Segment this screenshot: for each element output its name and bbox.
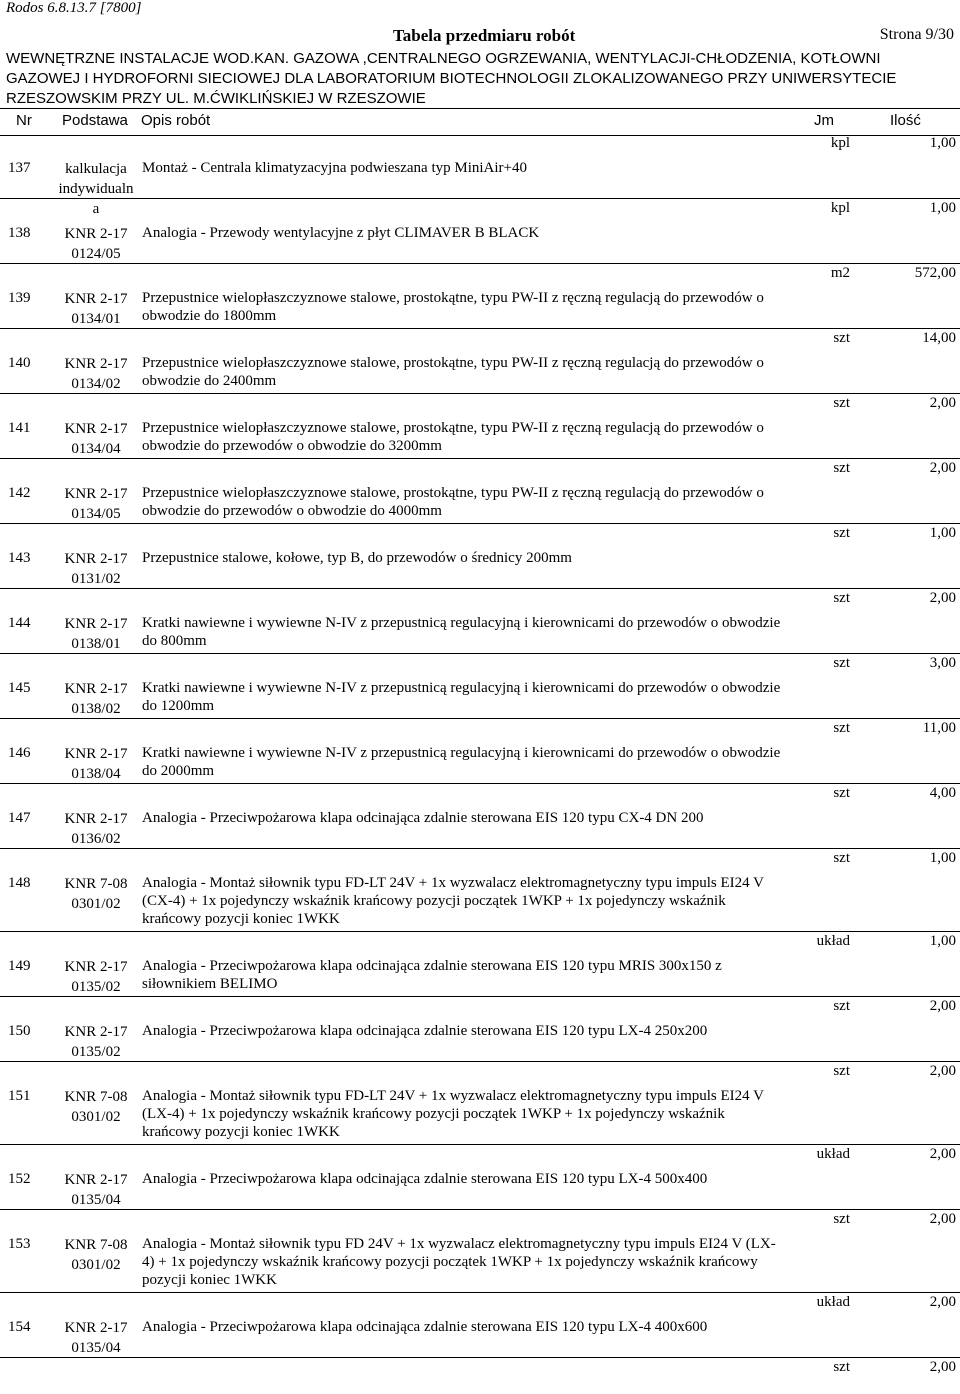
header-opis: Opis robót: [141, 112, 211, 129]
row-code: [50, 1318, 142, 1358]
row-quantity: [0, 849, 960, 869]
table-row: [0, 544, 960, 609]
row-description: Kratki nawiewne i wywiewne N-IV z przepustnicą regulacyjną i kierownicami do przewodów o obwodzie do 1200mm: [142, 680, 781, 714]
row-unit: szt: [833, 998, 850, 1014]
row-code-line: 0134/02: [71, 376, 121, 392]
row-number: 145: [8, 680, 31, 696]
row-number: 139: [8, 290, 31, 306]
row-code-line: KNR 7-08: [64, 876, 128, 892]
row-code: [50, 1170, 142, 1210]
table-row: [0, 1165, 960, 1230]
row-number: 149: [8, 958, 31, 974]
row-quantity: [0, 329, 960, 349]
table-row: [0, 804, 960, 869]
row-code-line: KNR 2-17: [64, 811, 128, 827]
row-code: [50, 289, 142, 329]
row-amount: 2,00: [929, 998, 956, 1014]
table-row: [0, 1082, 960, 1165]
row-quantity: [0, 932, 960, 952]
row-unit: szt: [833, 720, 850, 736]
row-unit: szt: [833, 590, 850, 606]
row-amount: 11,00: [922, 720, 956, 736]
row-number: 143: [8, 550, 31, 566]
row-code-line: KNR 2-17: [64, 959, 128, 975]
row-unit: szt: [833, 395, 850, 411]
row-description: Analogia - Montaż siłownik typu FD-LT 24V + 1x wyzwalacz elektromagnetyczny typu impuls EI24 V (CX-4) + 1x pojedynczy wskaźnik krańcowy pozycji początek 1WKP + 1x pojedynczy wskaźnik krańcowy pozycji koniec 1WKK: [142, 875, 764, 927]
row-code-line: KNR 2-17: [64, 486, 128, 502]
table-row: [0, 1230, 960, 1313]
row-code: [50, 549, 142, 589]
table-row: [0, 674, 960, 739]
row-code-line: KNR 2-17: [64, 1024, 128, 1040]
header-jm: Jm: [814, 112, 834, 129]
row-amount: 2,00: [929, 1359, 956, 1375]
row-code: [50, 874, 142, 914]
row-code-line: 0301/02: [71, 1109, 121, 1125]
row-description: Przepustnice wielopłaszczyznowe stalowe, prostokątne, typu PW-II z ręczną regulacją do przewodów o obwodzie do 2400mm: [142, 355, 764, 389]
row-code-line: 0301/02: [71, 896, 121, 912]
row-amount: 4,00: [929, 785, 956, 801]
table-row: [0, 414, 960, 479]
row-quantity: [0, 199, 960, 219]
row-code-line: KNR 2-17: [64, 226, 128, 242]
row-quantity: [0, 1358, 960, 1378]
row-description: Kratki nawiewne i wywiewne N-IV z przepustnicą regulacyjną i kierownicami do przewodów o obwodzie do 800mm: [142, 615, 781, 649]
table-row: [0, 154, 960, 219]
carryover-unit: kpl: [830, 135, 850, 151]
row-code-line: KNR 2-17: [64, 616, 128, 632]
row-amount: 1,00: [929, 933, 956, 949]
row-number: 153: [8, 1236, 31, 1252]
row-code-line: 0134/01: [71, 311, 121, 327]
row-code: [50, 809, 142, 849]
row-code-line: KNR 2-17: [64, 1172, 128, 1188]
project-title: WEWNĘTRZNE INSTALACJE WOD.KAN. GAZOWA ,CENTRALNEGO OGRZEWANIA, WENTYLACJI-CHŁODZENIA, KOTŁOWNI GAZOWEJ I HYDROFORNI SIECIOWEJ DLA LABORATORIUM BIOTECHNOLOGII ZLOKALIZOWANEGO PRZY UNIWERSYTECIE RZESZOWSKIM PRZY UL. M.ĆWIKLIŃSKIEJ W RZESZOWIE: [6, 50, 897, 107]
row-description: Analogia - Przeciwpożarowa klapa odcinająca zdalnie sterowana EIS 120 typu LX-4 500x400: [142, 1171, 708, 1187]
row-code-line: a: [92, 201, 100, 217]
row-quantity: [0, 264, 960, 284]
app-version: Rodos 6.8.13.7 [7800]: [6, 0, 142, 16]
row-amount: 2,00: [929, 395, 956, 411]
row-code-line: 0124/05: [71, 246, 121, 262]
row-amount: 2,00: [929, 1211, 956, 1227]
page-number: Strona 9/30: [879, 26, 954, 43]
row-code-line: 0136/02: [71, 831, 121, 847]
row-code: [50, 1087, 142, 1127]
row-description: Analogia - Przeciwpożarowa klapa odcinająca zdalnie sterowana EIS 120 typu CX-4 DN 200: [142, 810, 704, 826]
row-number: 154: [8, 1319, 31, 1335]
row-number: 148: [8, 875, 31, 891]
row-number: 152: [8, 1171, 31, 1187]
row-unit: szt: [833, 785, 850, 801]
row-quantity: [0, 394, 960, 414]
row-code-line: indywidualn: [58, 181, 134, 197]
row-amount: 2,00: [929, 590, 956, 606]
row-amount: 14,00: [922, 330, 956, 346]
row-number: 137: [8, 160, 31, 176]
row-number: 138: [8, 225, 31, 241]
row-unit: układ: [816, 1294, 850, 1310]
row-code: [50, 957, 142, 997]
row-description: Przepustnice wielopłaszczyznowe stalowe, prostokątne, typu PW-II z ręczną regulacją do przewodów o obwodzie do przewodów o obwodzie do 3200mm: [142, 420, 764, 454]
row-quantity: [0, 1293, 960, 1313]
row-code-line: KNR 2-17: [64, 356, 128, 372]
row-code: [50, 679, 142, 719]
row-unit: układ: [816, 1146, 850, 1162]
row-code-line: 0138/02: [71, 701, 121, 717]
row-code-line: 0301/02: [71, 1257, 121, 1273]
row-description: Montaż - Centrala klimatyzacyjna podwieszana typ MiniAir+40: [142, 160, 528, 176]
row-unit: szt: [833, 1359, 850, 1375]
header-podstawa: Podstawa: [62, 112, 128, 129]
row-code: [50, 614, 142, 654]
row-code: [50, 354, 142, 394]
row-code-line: KNR 7-08: [64, 1237, 128, 1253]
row-quantity: [0, 459, 960, 479]
header-nr: Nr: [16, 112, 32, 129]
row-amount: 2,00: [929, 1063, 956, 1079]
row-code-line: KNR 2-17: [64, 1320, 128, 1336]
row-amount: 1,00: [929, 525, 956, 541]
table-row: [0, 609, 960, 674]
row-unit: szt: [833, 850, 850, 866]
row-number: 147: [8, 810, 31, 826]
row-quantity: [0, 784, 960, 804]
row-code-line: 0131/02: [71, 571, 121, 587]
table-row: [0, 952, 960, 1017]
row-quantity: [0, 1210, 960, 1230]
row-code-line: KNR 2-17: [64, 681, 128, 697]
carryover-value: 1,00: [929, 135, 956, 151]
table-row: [0, 1313, 960, 1378]
table-row: [0, 1017, 960, 1082]
row-code-line: 0135/04: [71, 1340, 121, 1356]
row-number: 151: [8, 1088, 31, 1104]
carryover-quantity: [0, 134, 960, 154]
table-body: [0, 154, 960, 1378]
row-code-line: 0138/04: [71, 766, 121, 782]
row-code-line: KNR 2-17: [64, 421, 128, 437]
row-description: Przepustnice wielopłaszczyznowe stalowe, prostokątne, typu PW-II z ręczną regulacją do przewodów o obwodzie do 1800mm: [142, 290, 764, 324]
row-code-line: 0134/04: [71, 441, 121, 457]
row-unit: szt: [833, 1211, 850, 1227]
table-row: [0, 219, 960, 284]
row-quantity: [0, 654, 960, 674]
row-description: Analogia - Przeciwpożarowa klapa odcinająca zdalnie sterowana EIS 120 typu LX-4 250x200: [142, 1023, 708, 1039]
row-code-line: 0135/02: [71, 1044, 121, 1060]
row-code: [50, 744, 142, 784]
row-code-line: KNR 2-17: [64, 291, 128, 307]
row-code-line: KNR 2-17: [64, 551, 128, 567]
table-header: [0, 108, 960, 136]
row-number: 140: [8, 355, 31, 371]
row-description: Analogia - Montaż siłownik typu FD-LT 24V + 1x wyzwalacz elektromagnetyczny typu impuls EI24 V (LX-4) + 1x pojedynczy wskaźnik krańcowy pozycji początek 1WKP + 1x pojedynczy wskaźnik krańcowy pozycji koniec 1WKK: [142, 1088, 764, 1140]
row-unit: szt: [833, 525, 850, 541]
row-unit: układ: [816, 933, 850, 949]
row-code: [50, 224, 142, 264]
row-code: [50, 484, 142, 524]
row-description: Analogia - Przewody wentylacyjne z płyt CLIMAVER B BLACK: [142, 225, 540, 241]
document-title: Tabela przedmiaru robót: [393, 26, 576, 45]
row-number: 150: [8, 1023, 31, 1039]
row-description: Analogia - Przeciwpożarowa klapa odcinająca zdalnie sterowana EIS 120 typu MRIS 300x150 z siłownikiem BELIMO: [142, 958, 722, 992]
table-row: [0, 739, 960, 804]
row-quantity: [0, 719, 960, 739]
row-quantity: [0, 524, 960, 544]
row-quantity: [0, 1062, 960, 1082]
row-amount: 1,00: [929, 200, 956, 216]
row-number: 141: [8, 420, 31, 436]
row-number: 142: [8, 485, 31, 501]
row-unit: szt: [833, 655, 850, 671]
row-code-line: 0135/04: [71, 1192, 121, 1208]
row-number: 146: [8, 745, 31, 761]
row-code-line: KNR 2-17: [64, 746, 128, 762]
row-code: [50, 1022, 142, 1062]
row-amount: 2,00: [929, 1294, 956, 1310]
row-amount: 3,00: [929, 655, 956, 671]
row-amount: 572,00: [914, 265, 956, 281]
row-quantity: [0, 997, 960, 1017]
table-row: [0, 479, 960, 544]
header-ilosc: Ilość: [890, 112, 921, 129]
row-unit: szt: [833, 1063, 850, 1079]
row-code: [50, 1235, 142, 1275]
row-unit: szt: [833, 330, 850, 346]
row-amount: 2,00: [929, 460, 956, 476]
row-description: Przepustnice wielopłaszczyznowe stalowe, prostokątne, typu PW-II z ręczną regulacją do przewodów o obwodzie do przewodów o obwodzie do 4000mm: [142, 485, 764, 519]
row-description: Kratki nawiewne i wywiewne N-IV z przepustnicą regulacyjną i kierownicami do przewodów o obwodzie do 2000mm: [142, 745, 781, 779]
row-code: [50, 419, 142, 459]
row-amount: 1,00: [929, 850, 956, 866]
row-quantity: [0, 1145, 960, 1165]
row-description: Analogia - Montaż siłownik typu FD 24V + 1x wyzwalacz elektromagnetyczny typu impuls EI24 V (LX-4) + 1x pojedynczy wskaźnik krańcowy pozycji początek 1WKP + 1x pojedynczy wskaźnik krańcowy pozycji koniec 1WKK: [142, 1236, 776, 1288]
row-code-line: 0135/02: [71, 979, 121, 995]
row-code-line: 0138/01: [71, 636, 121, 652]
row-code-line: 0134/05: [71, 506, 121, 522]
row-unit: szt: [833, 460, 850, 476]
table-row: [0, 869, 960, 952]
table-row: [0, 349, 960, 414]
row-number: 144: [8, 615, 31, 631]
row-quantity: [0, 589, 960, 609]
row-unit: m2: [830, 265, 850, 281]
row-description: Analogia - Przeciwpożarowa klapa odcinająca zdalnie sterowana EIS 120 typu LX-4 400x600: [142, 1319, 708, 1335]
table-row: [0, 284, 960, 349]
row-code-line: KNR 7-08: [64, 1089, 128, 1105]
row-code-line: kalkulacja: [65, 161, 127, 177]
row-amount: 2,00: [929, 1146, 956, 1162]
row-description: Przepustnice stalowe, kołowe, typ B, do przewodów o średnicy 200mm: [142, 550, 572, 566]
row-unit: kpl: [830, 200, 850, 216]
